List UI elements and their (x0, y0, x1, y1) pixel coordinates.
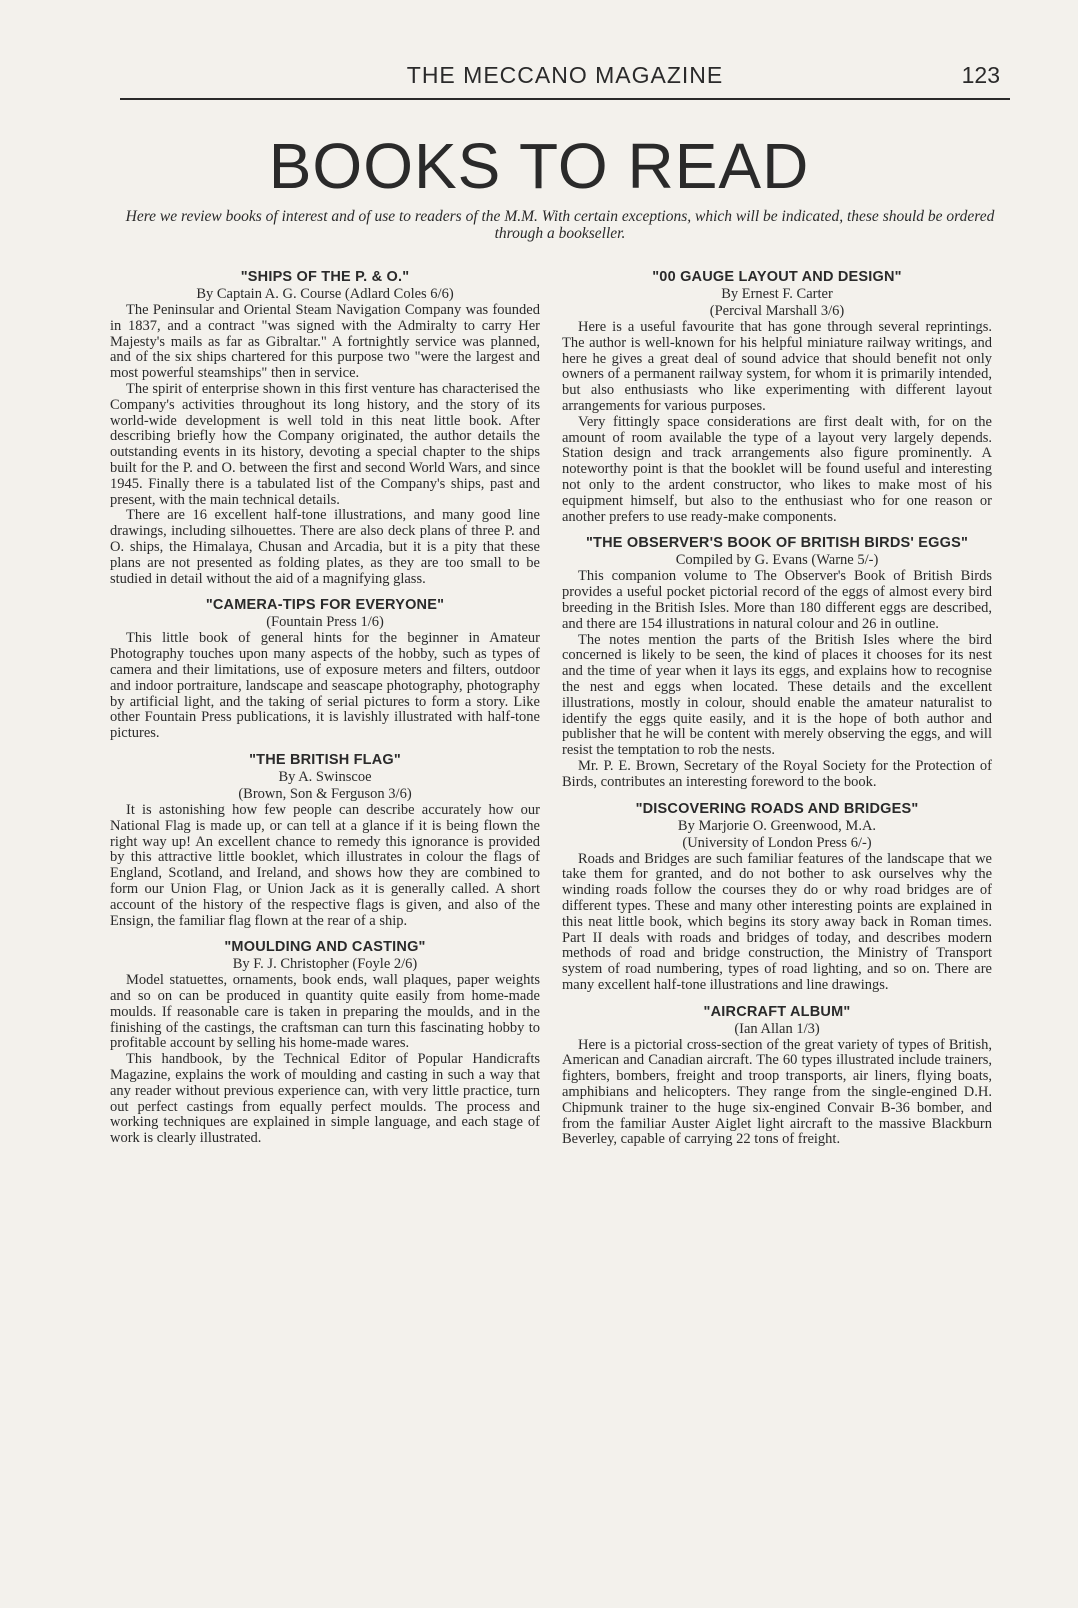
review-credit: (Brown, Son & Ferguson 3/6) (238, 785, 412, 802)
review-paragraph: There are 16 excellent half-tone illustrations, and many good line drawings, including silhouettes. There are also deck plans of three P. and O. ships, the Himalaya, Chusan and Arcadia, but it is a pity that these plans are not presented as folding plates, as they are too small to be studied in detail without the aid of a magnifying glass. (110, 507, 540, 587)
review-credit: (Fountain Press 1/6) (266, 614, 384, 631)
page-headline: BOOKS TO READ (268, 130, 810, 202)
review-credit: By F. J. Christopher (Foyle 2/6) (232, 956, 418, 973)
review-title: "CAMERA-TIPS FOR EVERYONE" (205, 597, 445, 614)
review-credit: By Captain A. G. Course (Adlard Coles 6/6) (196, 286, 454, 302)
right-column (562, 268, 992, 1157)
intro-text: Here we review books of interest and of use to readers of the M.M. With certain exceptions, which will be indicated, these should be ordered through a bookseller. (125, 208, 995, 242)
review-title: "MOULDING AND CASTING" (224, 939, 426, 956)
review-discovering-roads-bridges (562, 800, 992, 994)
review-paragraph: It is astonishing how few people can describe accurately how our National Flag is made up, or can tell at a glance if it is being flown the right way up! An excellent chance to remedy this ignorance is provided by this attractive little booklet, which illustrates in colour the flags of England, Scotland, and Ireland, and shows how they are combined to form our Union Flag, or Union Jack as it is generally called. A short account of the history of the respective flags is given, and also of the Ensign, the familiar flag flown at the rear of a ship. (110, 801, 540, 929)
page-number: 123 (961, 62, 1000, 88)
magazine-title: THE MECCANO MAGAZINE (406, 62, 724, 88)
review-british-flag (110, 751, 540, 929)
review-title: "THE OBSERVER'S BOOK OF BRITISH BIRDS' EGGS" (585, 535, 969, 552)
review-credit: Compiled by G. Evans (Warne 5/-) (675, 552, 879, 569)
review-title: "DISCOVERING ROADS AND BRIDGES" (635, 800, 919, 817)
left-column (110, 268, 540, 1156)
review-title: "THE BRITISH FLAG" (249, 751, 401, 768)
review-paragraph: Here is a useful favourite that has gone through several reprintings. The author is well-known for his helpful miniature railway writings, and here he gives a great deal of sound advice that should benefit not only owners of a permanent railway system, for whom it is primarily intended, but also enthusiasts who like experimenting with different layout arrangements for various purposes. (562, 319, 992, 414)
review-paragraph: The notes mention the parts of the British Isles where the bird concerned is likely to be seen, the kind of places it chooses for its nest and the time of year when it lays its eggs, and explains how to recognise the nest and eggs when located. These details and the excellent illustrations, mostly in colour, should enable the amateur naturalist to identify the eggs quite easily, and it is the hope of both author and publisher that he will be content with merely observing the eggs, and will resist the temptation to rob the nests. (562, 631, 992, 759)
review-paragraph: The Peninsular and Oriental Steam Navigation Company was founded in 1837, and a contract "was signed with the Admiralty to carry Her Majesty's mails as far as Gibraltar." A fortnightly service was planned, and of the six ships chartered for this purpose two "were the largest and most powerful steamships" then in service. (110, 302, 540, 382)
review-paragraph: The spirit of enterprise shown in this first venture has characterised the Company's activities throughout its long history, and the story of its world-wide development is well told in this neat little book. After describing briefly how the Company originated, the author details the outstanding events in its history, devoting a special chapter to the ships built for the P. and O. between the first and second World Wars, and since 1945. Finally there is a tabulated list of the Company's ships, past and present, with the main technical details. (110, 380, 540, 508)
review-title: "AIRCRAFT ALBUM" (703, 1003, 851, 1020)
review-ships-of-the-p-and-o (110, 268, 540, 587)
review-00-gauge-layout (562, 268, 992, 525)
review-credit: (Ian Allan 1/3) (734, 1020, 820, 1037)
review-paragraph: Model statuettes, ornaments, book ends, wall plaques, paper weights and so on can be produced in quantity quite easily from home-made moulds. If reasonable care is taken in preparing the moulds, and in the finishing of the castings, the craftsman can turn this fascinating hobby to profitable account by selling his home-made wares. (110, 972, 540, 1052)
review-credit: By A. Swinscoe (278, 768, 372, 785)
review-credit: By Ernest F. Carter (721, 286, 833, 302)
review-credit: (Percival Marshall 3/6) (709, 303, 845, 319)
review-moulding-and-casting (110, 938, 540, 1147)
review-title: "SHIPS OF THE P. & O." (240, 269, 410, 285)
review-credit: By Marjorie O. Greenwood, M.A. (677, 817, 877, 834)
running-header (120, 58, 1010, 100)
review-credit: (University of London Press 6/-) (682, 834, 872, 851)
review-paragraph: Very fittingly space considerations are first dealt with, for on the amount of room available the type of a layout very largely depends. Station design and track arrangements also figure prominently. A noteworthy point is that the booklet will be found useful and interesting not only to the ardent constructor, who likes to make most of his equipment himself, but also to the enthusiast who for one reason or another prefers to use ready-make components. (562, 413, 992, 525)
review-camera-tips (110, 596, 540, 742)
review-title: "00 GAUGE LAYOUT AND DESIGN" (652, 269, 902, 285)
review-paragraph: Here is a pictorial cross-section of the great variety of types of British, American and Canadian aircraft. The 60 types illustrated include trainers, fighters, bombers, freight and troop transports, air liners, flying boats, amphibians and helicopters. They range from the single-engined D.H. Chipmunk trainer to the huge six-engined Convair B-36 bomber, and from the familiar Auster Aiglet light aircraft to the massive Blackburn Beverley, capable of carrying 22 tons of freight. (562, 1036, 992, 1148)
review-aircraft-album (562, 1003, 992, 1149)
review-observers-book-birds-eggs (562, 534, 992, 790)
review-paragraph: This little book of general hints for the beginner in Amateur Photography touches upon many aspects of the hobby, such as types of camera and their limitations, use of exposure meters and filters, outdoor and indoor portraiture, landscape and seascape photography, photography by artificial light, and the taking of serial pictures to form a story. Like other Fountain Press publications, it is lavishly illustrated with half-tone pictures. (110, 630, 540, 742)
review-paragraph: Roads and Bridges are such familiar features of the landscape that we take them for granted, and do not bother to ask ourselves why the winding roads follow the courses they do or why road bridges are of different types. These and many other interesting points are explained in this neat little book, which begins its story away back in Roman times. Part II deals with roads and bridges of today, and describes modern methods of road and bridge construction, the Ministry of Transport system of road numbering, types of road lighting, and so on. There are many excellent half-tone illustrations and line drawings. (562, 850, 992, 993)
review-paragraph: This companion volume to The Observer's Book of British Birds provides a useful pocket pictorial record of the eggs of almost every bird breeding in the British Isles. More than 180 different eggs are described, and there are 154 illustrations in natural colour and 26 in outline. (562, 568, 992, 632)
review-paragraph: Mr. P. E. Brown, Secretary of the Royal Society for the Protection of Birds, contributes an interesting foreword to the book. (562, 757, 992, 790)
review-paragraph: This handbook, by the Technical Editor of Popular Handicrafts Magazine, explains the work of moulding and casting in such a way that any reader without previous experience can, with very little practice, turn out perfect castings from equally perfect moulds. The process and working techniques are explained in simple language, and each stage of work is clearly illustrated. (110, 1051, 540, 1147)
